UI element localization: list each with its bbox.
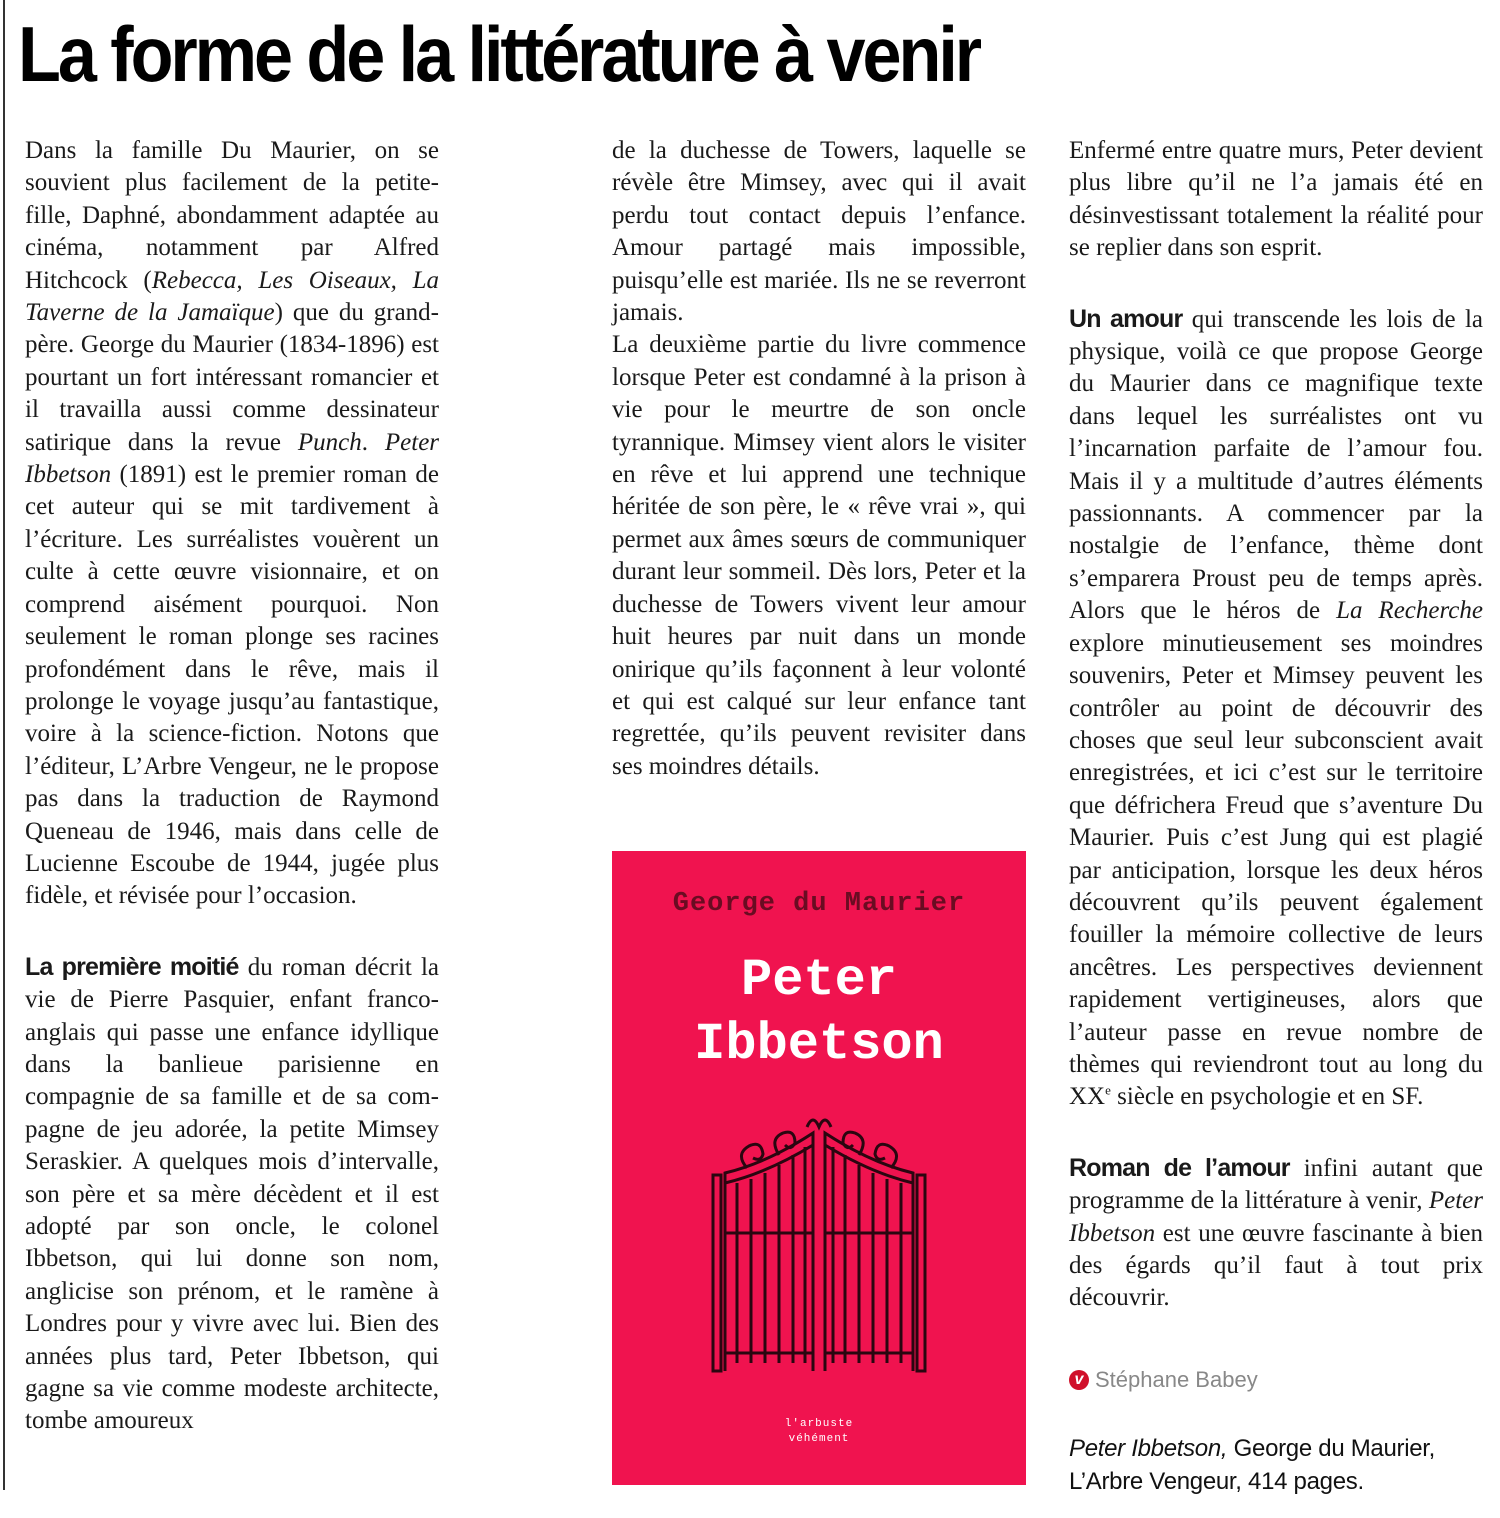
author-byline	[1069, 1367, 1258, 1393]
conclusion-text-a: infini autant que programme de la littérature à venir,	[1069, 1154, 1484, 1215]
cover-title-line-1: Peter	[740, 951, 898, 1010]
intro-text-a: Dans la famille Du Maurier, on se souvient plus facilement de la petite-fille, Daphné, abondamment adaptée au cinéma, notamment par Alfred Hitchcock (	[25, 137, 439, 294]
love-text-a: qui transcende les lois de la physique, voilà ce que propose George du Maurier dans ce magnifique texte dans lequel les surréalistes ont vu l’incarnation parfaite de l’amour fou. Mais il y a multitude d’autres éléments passionnants. A commencer par la nostalgie de l’enfance, thème dont s’emparera Proust peu de temps après. Alors que le héros de	[1069, 305, 1483, 625]
film-titles: Rebecca, Les Oiseaux, La Taverne de la Jamaïque	[25, 266, 439, 327]
love-text-c: siècle en psychologie et en SF.	[1110, 1083, 1424, 1111]
intro-text-b: ) que du grand-père. George du Maurier (1834-1896) est pourtant un fort intéressant romancier et il travailla aussi comme dessinateur satirique dans la revue	[25, 299, 439, 456]
cover-title-line-2: Ibbetson	[694, 1015, 944, 1074]
cover-publisher	[612, 1417, 1026, 1447]
article-title: La forme de la littérature à venir	[18, 10, 980, 98]
book-title-inline: Peter Ibbetson	[25, 428, 440, 489]
century-superscript: e	[1105, 1083, 1111, 1099]
publisher-line-1: l'arbuste	[784, 1418, 854, 1430]
col2-paragraph-2: La deuxième partie du livre commence lorsque Peter est condamné à la prison à vie pour le meurtre de son oncle tyrannique. Mimsey vient alors le visiter en rêve et lui apprend une technique héritée de son père, le « rêve vrai », qui permet aux âmes sœurs de communiquer durant leur sommeil. Dès lors, Peter et la duchesse de Towers vivent leur amour huit heures par nuit dans un monde onirique qu’ils façonnent à leur volonté et qui est calqué sur leur enfance tant regrettée, qu’ils peuvent revisiter dans ses moindres détails.	[612, 331, 1026, 780]
page-border-rule	[3, 0, 5, 1490]
intro-text-d: (1891) est le premier roman de cet auteur qui se mit tardivement à l’écriture. Les surréalistes vouèrent un culte à cette œuvre visionnaire, et on comprend aisément pourquoi. Non seulement le roman plonge ses racines profondément dans le rêve, mais il prolonge le voyage jusqu’au fantastique, voire à la science-fiction. Notons que l’éditeur, L’Arbre Vengeur, ne le propose pas dans la traduction de Raymond Queneau de 1946, mais dans celle de Lucienne Escoube de 1944, jugée plus fidèle, et révisée pour l’occasion.	[25, 461, 439, 910]
first-half-text: du roman décrit la vie de Pierre Pasquier, enfant franco-anglais qui passe une enfance idyllique dans la banlieue parisienne en compagnie de sa famille et de sa compagne de jeu adorée, la petite Mimsey Seraskier. A quelques mois d’intervalle, son père et sa mère décèdent et il est adopté par son oncle, le colonel Ibbetson, qui lui donne son nom, anglicise son prénom, et le ramène à Londres pour y vivre avec lui. Bien des années plus tard, Peter Ibbetson, qui gagne sa vie comme modeste architecte, tombe amoureux	[25, 953, 440, 1435]
book-reference	[1069, 1432, 1435, 1498]
cover-author: George du Maurier	[672, 889, 966, 919]
reference-publisher: L’Arbre Vengeur, 414 pages.	[1069, 1468, 1364, 1495]
recherche-title: La Recherche	[1336, 597, 1483, 625]
first-half-paragraph	[25, 951, 439, 1438]
conclusion-text-b: est une œuvre fascinante à bien des égards qu’il faut à tout prix découvrir.	[1069, 1219, 1483, 1312]
love-paragraph	[1069, 303, 1483, 1114]
publisher-line-2: véhément	[788, 1433, 850, 1445]
article-column-3	[1069, 135, 1483, 1315]
publication-logo-icon: v	[1069, 1370, 1089, 1390]
reference-title: Peter Ibbetson,	[1069, 1435, 1228, 1462]
book-cover	[612, 851, 1026, 1485]
subhead-lead: La première moitié	[25, 952, 239, 981]
col3-paragraph-1: Enfermé entre quatre murs, Peter devient plus libre qu’il ne l’a jamais été en désinvestissant totalement la réalité pour se replier dans son esprit.	[1069, 137, 1483, 262]
col2-paragraph-1: de la duchesse de Towers, laquelle se révèle être Mimsey, avec qui il avait perdu tout contact depuis l’enfance. Amour partagé mais impossible, puisqu’elle est mariée. Ils ne se reverront jamais.	[612, 137, 1026, 327]
conclusion-paragraph	[1069, 1152, 1483, 1315]
love-text-b: explore minutieusement ses moindres souvenirs, Peter et Mimsey peuvent les contrôler au point de découvrir des choses que seul leur subconscient avait enregistrées, et ici c’est sur le territoire que défrichera Freud que s’aventure Du Maurier. Puis c’est Jung qui est plagié par anticipation, lorsque les deux héros découvrent qu’ils peuvent également fouiller la mémoire collective de leurs ancêtres. Les perspectives deviennent rapidement vertigineuses, alors que l’auteur passe en revue nombre de thèmes qui reviendront tout au long du XX	[1069, 629, 1483, 1111]
magazine-title: Punch	[297, 428, 362, 456]
cover-title	[612, 949, 1026, 1077]
subhead-lead: Roman de l’amour	[1069, 1153, 1290, 1182]
intro-paragraph	[25, 135, 439, 913]
byline-author: Stéphane Babey	[1095, 1367, 1258, 1392]
subhead-lead: Un amour	[1069, 304, 1183, 333]
gate-illustration-icon	[707, 1113, 931, 1373]
article-column-1	[25, 135, 439, 1438]
book-title-inline: Peter Ibbetson	[1069, 1187, 1483, 1247]
article-column-2	[612, 135, 1026, 783]
reference-author: George du Maurier,	[1227, 1435, 1436, 1462]
intro-text-c: .	[361, 428, 385, 456]
